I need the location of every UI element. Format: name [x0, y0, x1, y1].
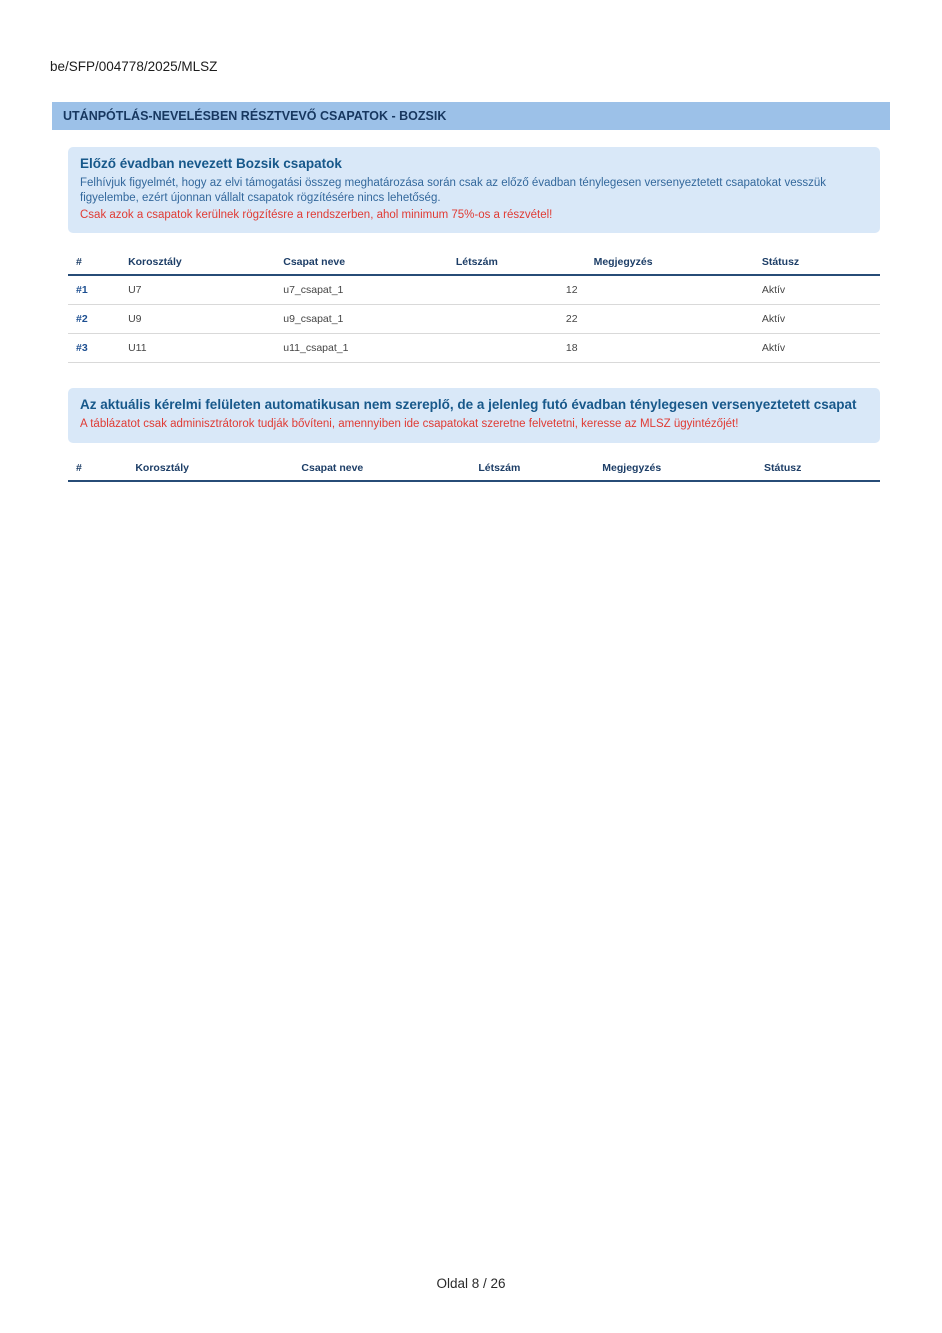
team-name-cell: u9_csapat_1 — [275, 305, 448, 334]
row-number: #1 — [68, 275, 120, 305]
note-cell — [586, 334, 754, 363]
col-header-age-group: Korosztály — [127, 455, 293, 481]
note-cell — [586, 275, 754, 305]
col-header-status: Státusz — [756, 455, 880, 481]
status-cell: Aktív — [754, 275, 880, 305]
row-number: #2 — [68, 305, 120, 334]
col-header-note: Megjegyzés — [586, 249, 754, 275]
current-season-notice-box — [68, 388, 880, 442]
table-header-row — [68, 249, 880, 275]
table-row — [68, 305, 880, 334]
table-header-row — [68, 455, 880, 481]
section-title-bar — [52, 102, 890, 130]
status-cell: Aktív — [754, 305, 880, 334]
section-title: UTÁNPÓTLÁS-NEVELÉSBEN RÉSZTVEVŐ CSAPATOK - BOZSIK — [63, 109, 447, 123]
notice-title: Előző évadban nevezett Bozsik csapatok — [80, 156, 342, 171]
headcount-cell: 12 — [448, 275, 586, 305]
col-header-team-name: Csapat neve — [293, 455, 470, 481]
age-group-cell: U7 — [120, 275, 275, 305]
headcount-cell: 22 — [448, 305, 586, 334]
age-group-cell: U11 — [120, 334, 275, 363]
notice-title: Az aktuális kérelmi felületen automatikusan nem szereplő, de a jelenleg futó évadban ténylegesen versenyeztetett csapat — [80, 397, 857, 413]
notice-body-text: Felhívjuk figyelmét, hogy az elvi támogatási összeg meghatározása során csak az előző évadban ténylegesen versenyeztetett csapatokat vesszük figyelembe, ezért újonnan vállalt csapatok rögzítésére nincs lehetőség. — [80, 176, 826, 205]
status-cell: Aktív — [754, 334, 880, 363]
col-header-number: # — [68, 249, 120, 275]
col-header-headcount: Létszám — [448, 249, 586, 275]
document-reference-number: be/SFP/004778/2025/MLSZ — [50, 59, 218, 74]
col-header-note: Megjegyzés — [594, 455, 756, 481]
col-header-team-name: Csapat neve — [275, 249, 448, 275]
col-header-number: # — [68, 455, 127, 481]
team-name-cell: u7_csapat_1 — [275, 275, 448, 305]
col-header-status: Státusz — [754, 249, 880, 275]
team-name-cell: u11_csapat_1 — [275, 334, 448, 363]
page-content — [68, 147, 880, 482]
additional-teams-table — [68, 455, 880, 482]
col-header-headcount: Létszám — [470, 455, 594, 481]
col-header-age-group: Korosztály — [120, 249, 275, 275]
previous-season-notice-box — [68, 147, 880, 233]
notice-warning-text: Csak azok a csapatok kerülnek rögzítésre a rendszerben, ahol minimum 75%-os a részvétel! — [80, 208, 553, 221]
previous-teams-table — [68, 249, 880, 363]
notice-warning-text: A táblázatot csak adminisztrátorok tudják bővíteni, amennyiben ide csapatokat szeretne felvetetni, keresse az MLSZ ügyintézőjét! — [80, 418, 739, 431]
note-cell — [586, 305, 754, 334]
row-number: #3 — [68, 334, 120, 363]
page-number-footer: Oldal 8 / 26 — [436, 1276, 506, 1291]
table-row — [68, 275, 880, 305]
headcount-cell: 18 — [448, 334, 586, 363]
table-row — [68, 334, 880, 363]
age-group-cell: U9 — [120, 305, 275, 334]
